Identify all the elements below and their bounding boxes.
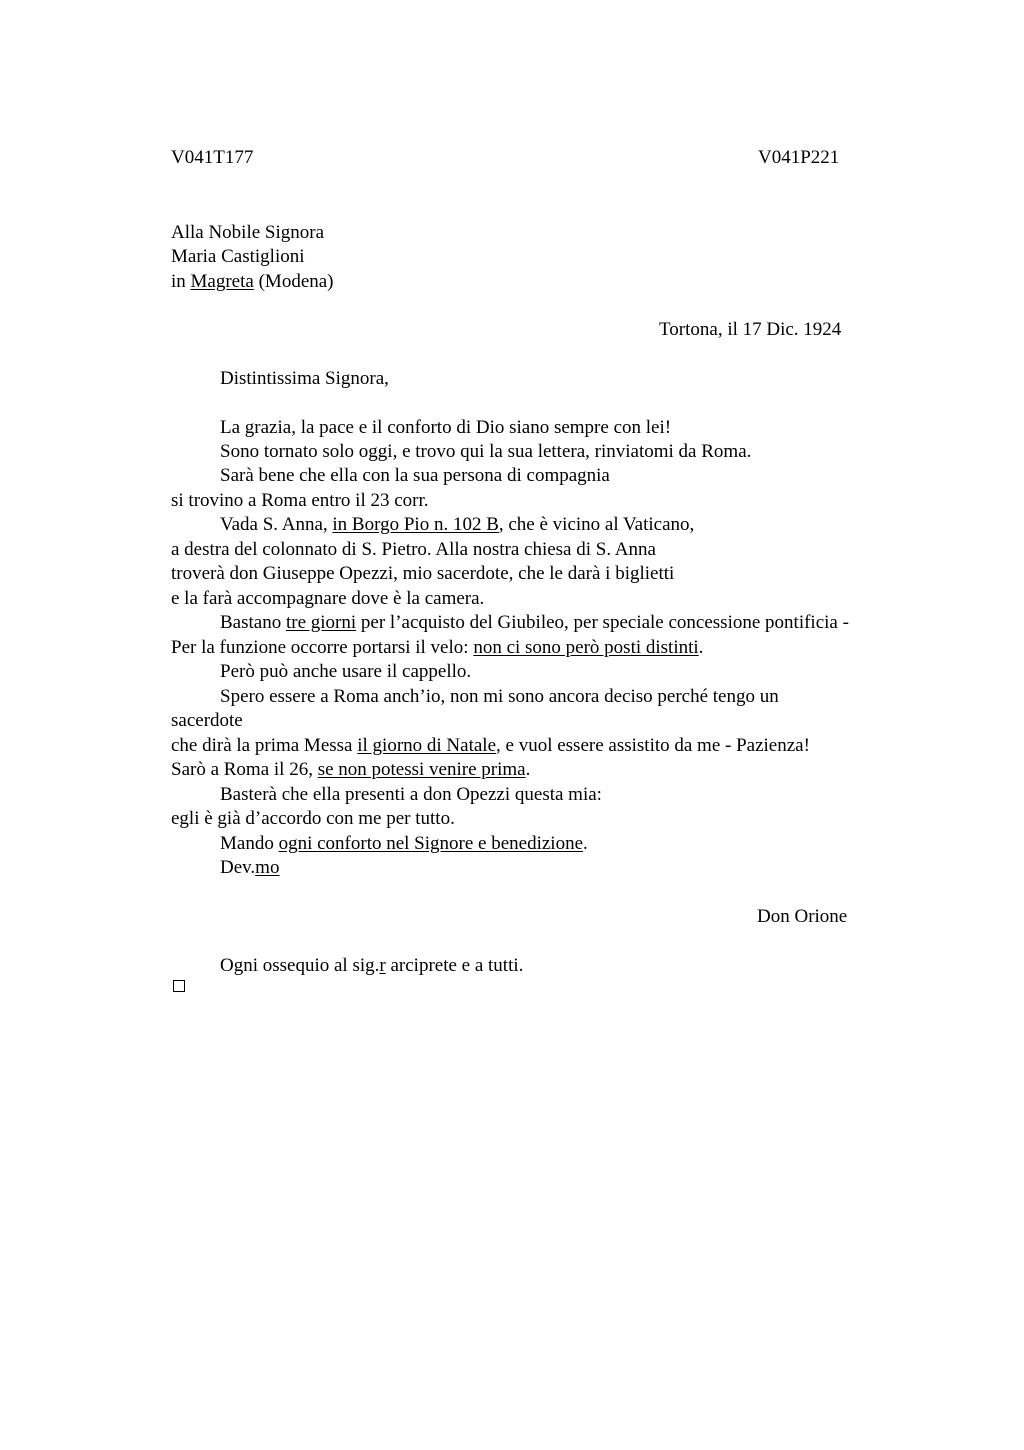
body-line-10-emphasis: non ci sono però posti distinti bbox=[473, 637, 699, 658]
checkbox-icon bbox=[173, 980, 185, 992]
body-line-10 bbox=[171, 636, 703, 660]
address-place: Magreta bbox=[190, 271, 254, 292]
body-line-14-end: , e vuol essere assistito da me - Pazienza! bbox=[496, 735, 810, 756]
document-code-left: V041T177 bbox=[171, 147, 254, 168]
body-line-9-end: per l’acquisto del Giubileo, per speciale concessione pontificia - bbox=[360, 612, 849, 633]
body-line-10-end: . bbox=[698, 637, 704, 658]
body-line-15-start: Sarò a Roma il 26, bbox=[171, 759, 313, 780]
address-prefix: in bbox=[171, 271, 186, 292]
signature: Don Orione bbox=[757, 906, 848, 927]
body-line-7: troverà don Giuseppe Opezzi, mio sacerdote, che le darà i biglietti bbox=[171, 563, 675, 584]
body-line-5-start: Vada S. Anna, bbox=[220, 514, 328, 535]
body-line-14-start: che dirà la prima Messa bbox=[171, 735, 353, 756]
body-line-13: sacerdote bbox=[171, 710, 243, 731]
body-line-11: Però può anche usare il cappello. bbox=[220, 661, 472, 682]
postscript-abbrev: r bbox=[379, 955, 386, 976]
body-line-1: La grazia, la pace e il conforto di Dio siano sempre con lei! bbox=[220, 417, 672, 438]
body-line-9-emphasis: tre giorni bbox=[285, 612, 357, 633]
salutation: Distintissima Signora, bbox=[220, 368, 389, 389]
body-line-15-emphasis: se non potessi venire prima bbox=[317, 759, 526, 780]
body-line-18-end: . bbox=[583, 833, 588, 854]
body-line-4: si trovino a Roma entro il 23 corr. bbox=[171, 490, 429, 511]
body-line-6: a destra del colonnato di S. Pietro. Alla nostra chiesa di S. Anna bbox=[171, 539, 656, 560]
body-line-14 bbox=[171, 734, 810, 758]
address-line-2: Maria Castiglioni bbox=[171, 246, 305, 267]
body-line-12: Spero essere a Roma anch’io, non mi sono ancora deciso perché tengo un bbox=[220, 686, 779, 707]
closing bbox=[220, 856, 279, 880]
body-line-5-address: in Borgo Pio n. 102 B bbox=[332, 514, 499, 535]
address-suffix: (Modena) bbox=[258, 271, 334, 292]
body-line-17: egli è già d’accordo con me per tutto. bbox=[171, 808, 455, 829]
body-line-2: Sono tornato solo oggi, e trovo qui la sua lettera, rinviatomi da Roma. bbox=[220, 441, 752, 462]
postscript bbox=[220, 954, 523, 978]
document-code-right: V041P221 bbox=[758, 147, 840, 168]
body-line-16: Basterà che ella presenti a don Opezzi questa mia: bbox=[220, 784, 602, 805]
body-line-3: Sarà bene che ella con la sua persona di compagnia bbox=[220, 465, 610, 486]
closing-start: Dev. bbox=[220, 857, 256, 878]
body-line-18 bbox=[220, 832, 588, 856]
closing-superscript: mo bbox=[255, 857, 280, 878]
address-line-3 bbox=[171, 270, 334, 294]
body-line-10-start: Per la funzione occorre portarsi il velo: bbox=[171, 637, 469, 658]
body-line-5-end: , che è vicino al Vaticano, bbox=[498, 514, 695, 535]
body-line-8: e la farà accompagnare dove è la camera. bbox=[171, 588, 485, 609]
body-line-18-start: Mando bbox=[220, 833, 274, 854]
body-line-14-emphasis: il giorno di Natale bbox=[357, 735, 497, 756]
body-line-9-start: Bastano bbox=[220, 612, 282, 633]
body-line-15 bbox=[171, 758, 530, 782]
body-line-15-end: . bbox=[525, 759, 531, 780]
body-line-9 bbox=[220, 611, 849, 635]
postscript-start: Ogni ossequio al sig. bbox=[220, 955, 380, 976]
address-line-1: Alla Nobile Signora bbox=[171, 222, 325, 243]
body-line-5 bbox=[220, 513, 694, 537]
body-line-18-emphasis: ogni conforto nel Signore e benedizione bbox=[278, 833, 584, 854]
postscript-end: arciprete e a tutti. bbox=[390, 955, 524, 976]
date-line: Tortona, il 17 Dic. 1924 bbox=[659, 319, 842, 340]
